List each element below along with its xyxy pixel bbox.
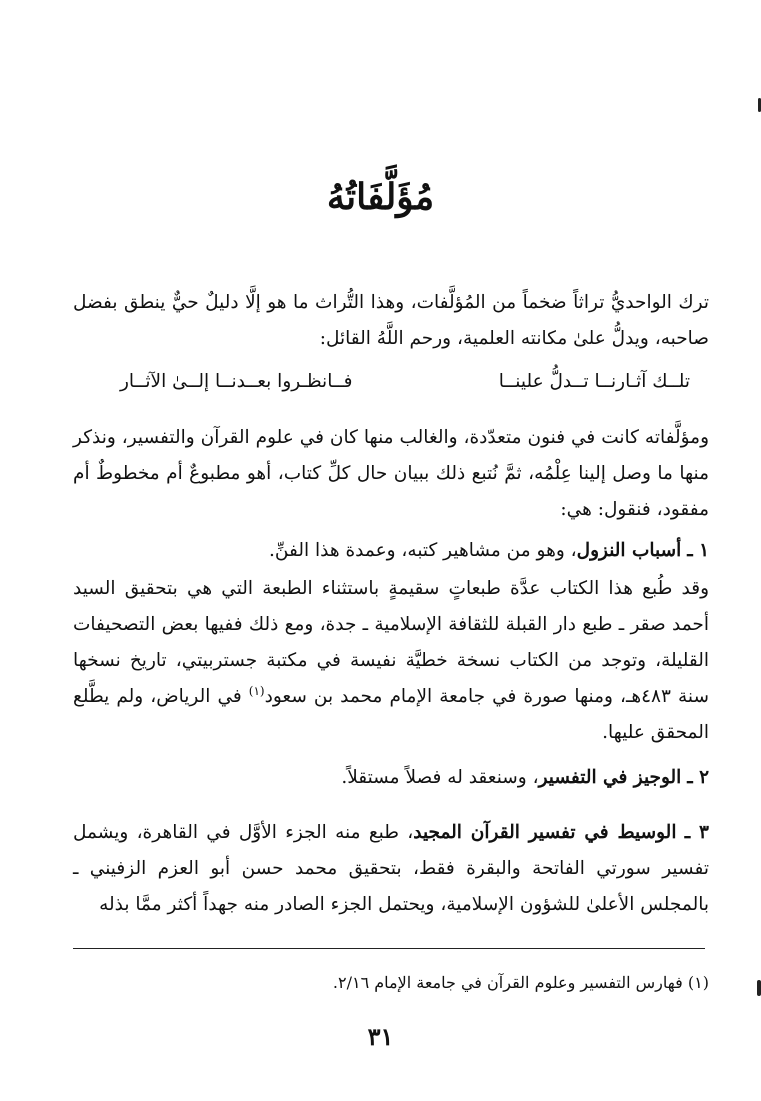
item-text: ، وسنعقد له فصلاً مستقلاً. [341, 767, 539, 788]
margin-mark [757, 980, 761, 996]
book-title: الوجيز في التفسير [538, 767, 682, 788]
item-text: ، وهو من مشاهير كتبه، وعمدة هذا الفنِّ. [269, 540, 577, 561]
footnote-text: فهارس التفسير وعلوم القرآن في جامعة الإمام ٢/١٦. [332, 973, 683, 992]
verse-second-hemistich: فــانظـروا بعــدنــا إلــىٰ الآثــار [120, 371, 353, 392]
footnote [73, 968, 709, 998]
overview-paragraph: ومؤلَّفاته كانت في فنون متعدّدة، والغالب منها كان في علوم القرآن والتفسير، ونذكر منها ما وصل إلينا عِلْمُه، ثمَّ نُتبع ذلك ببيان حال كلِّ كتاب، أهو مطبوعٌ أم مخطوطٌ أم مفقود، فنقول: هي: [73, 427, 709, 520]
footnote-divider [73, 948, 705, 949]
page-number: ٣١ [367, 1022, 394, 1051]
footnote-reference: (١) [248, 683, 265, 698]
section-heading: مُؤَلَّفَاتُهُ [326, 176, 435, 218]
editions-paragraph [73, 571, 709, 751]
list-item [73, 760, 709, 796]
book-title: أسباب النزول [576, 540, 682, 561]
verse-first-hemistich: تلــك آثـارنــا تــدلُّ علينــا [498, 371, 690, 392]
footnote-marker: (١) [687, 973, 709, 992]
list-item [73, 815, 709, 923]
editions-text-end: في الرياض، ولم يطَّلع المحقق عليها. [73, 686, 709, 743]
item-number: ١ ـ [687, 540, 709, 561]
item-text: ، طبع منه الجزء الأوَّل في القاهرة، ويشمل تفسير سورتي الفاتحة والبقرة فقط، بتحقيق محمد حسن أبو العزم الزفيني ـ بالمجلس الأعلىٰ للشؤون الإسلامية، ويحتمل الجزء الصادر منه جهداً أكثر ممَّا بذله [73, 822, 709, 915]
list-item [73, 533, 709, 569]
item-number: ٢ ـ [687, 767, 709, 788]
book-title: الوسيط في تفسير القرآن المجيد [413, 822, 677, 843]
poetry-verse [120, 364, 690, 400]
editions-text: وقد طُبع هذا الكتاب عدَّة طبعاتٍ سقيمةٍ باستثناء الطبعة التي هي بتحقيق السيد أحمد صقر ـ طبع دار القبلة للثقافة الإسلامية ـ جدة، ومع ذلك ففيها بعض التصحيفات القليلة، وتوجد من الكتاب نسخة خطيَّة نفيسة في مكتبة جستربيتي، تاريخ نسخها سنة ٤٨٣هـ، ومنها صورة في جامعة الإمام محمد بن سعود [73, 578, 709, 707]
item-number: ٣ ـ [684, 822, 709, 843]
intro-paragraph: ترك الواحديُّ تراثاً ضخماً من المُؤلَّفات، وهذا التُّراث ما هو إلَّا دليلٌ حيٌّ ينطق بفضل صاحبه، ويدلُّ علىٰ مكانته العلمية، ورحم اللَّهُ القائل: [73, 292, 709, 349]
